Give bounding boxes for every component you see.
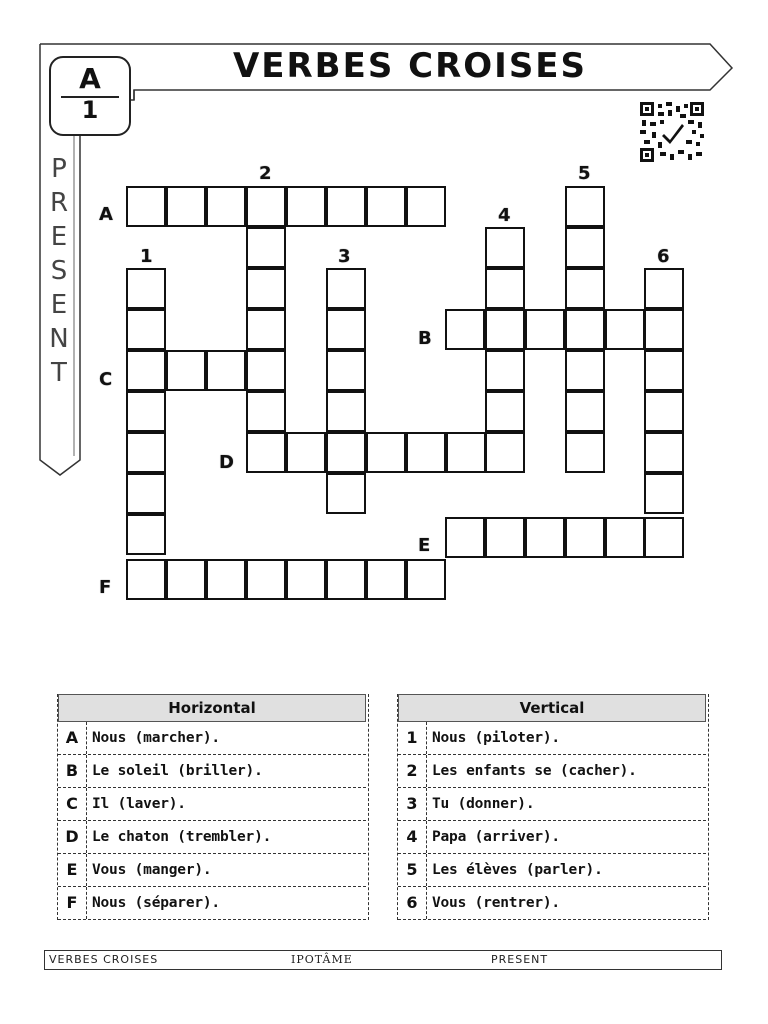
clue-id: E [58, 854, 87, 886]
clue-text: Le chaton (trembler). [92, 829, 272, 845]
grid-cell[interactable] [644, 432, 684, 473]
grid-cell[interactable] [565, 432, 605, 473]
clue-id: 2 [398, 755, 427, 787]
grid-cell[interactable] [126, 432, 166, 473]
clue-id: 1 [398, 722, 427, 754]
grid-cell[interactable] [206, 559, 246, 600]
badge-number: 1 [81, 96, 99, 124]
clue-row [58, 887, 366, 920]
clues-heading: Vertical [398, 694, 706, 722]
grid-cell[interactable] [485, 268, 525, 309]
grid-cell[interactable] [206, 186, 246, 227]
clue-text: Nous (séparer). [92, 895, 220, 911]
grid-cell[interactable] [326, 186, 366, 227]
footer-right: PRESENT [491, 953, 549, 966]
grid-cell[interactable] [565, 227, 605, 268]
grid-cell[interactable] [366, 559, 406, 600]
horizontal-clues [57, 694, 369, 920]
grid-cell[interactable] [485, 432, 525, 473]
grid-cell[interactable] [246, 559, 286, 600]
grid-cell[interactable] [445, 309, 485, 350]
grid-cell[interactable] [644, 309, 684, 350]
clue-row [58, 755, 366, 788]
grid-cell[interactable] [485, 517, 525, 558]
clue-row [398, 755, 706, 788]
side-letter: P [51, 154, 67, 184]
clue-id: 6 [398, 887, 427, 919]
grid-cell[interactable] [366, 186, 406, 227]
clue-text: Vous (manger). [92, 862, 212, 878]
grid-cell[interactable] [565, 391, 605, 432]
clue-row [398, 854, 706, 887]
clue-id: 4 [398, 821, 427, 853]
grid-number-label: 1 [140, 246, 153, 267]
clue-id: A [58, 722, 87, 754]
grid-cell[interactable] [565, 309, 605, 350]
grid-cell[interactable] [525, 517, 565, 558]
grid-cell[interactable] [644, 473, 684, 514]
clue-row [398, 887, 706, 920]
side-letter: R [49, 188, 69, 218]
clue-row [58, 722, 366, 755]
clue-text: Nous (marcher). [92, 730, 220, 746]
grid-cell[interactable] [406, 186, 446, 227]
side-letter: N [49, 324, 69, 354]
grid-cell[interactable] [166, 350, 206, 391]
grid-number-label: 2 [259, 163, 272, 184]
level-badge [49, 56, 131, 136]
grid-cell[interactable] [246, 227, 286, 268]
grid-number-label: 3 [338, 246, 351, 267]
grid-cell[interactable] [326, 309, 366, 350]
grid-cell[interactable] [445, 517, 485, 558]
grid-cell[interactable] [366, 432, 406, 473]
grid-cell[interactable] [485, 227, 525, 268]
clue-row [398, 821, 706, 854]
grid-cell[interactable] [406, 559, 446, 600]
grid-cell[interactable] [126, 473, 166, 514]
grid-number-label: 5 [578, 163, 591, 184]
grid-letter-label: B [418, 328, 432, 349]
grid-cell[interactable] [605, 517, 645, 558]
clue-id: B [58, 755, 87, 787]
clue-text: Le soleil (briller). [92, 763, 263, 779]
grid-cell[interactable] [565, 517, 605, 558]
clue-row [398, 788, 706, 821]
grid-cell[interactable] [326, 268, 366, 309]
grid-cell[interactable] [246, 432, 286, 473]
clue-row [398, 722, 706, 755]
clue-text: Nous (piloter). [432, 730, 560, 746]
grid-cell[interactable] [485, 391, 525, 432]
badge-letter: A [79, 62, 101, 95]
footer-center: IPOTÂME [291, 953, 353, 966]
grid-cell[interactable] [406, 432, 446, 473]
grid-cell[interactable] [605, 309, 645, 350]
grid-cell[interactable] [126, 350, 166, 391]
side-letter: E [50, 290, 68, 320]
grid-cell[interactable] [565, 350, 605, 391]
grid-cell[interactable] [126, 268, 166, 309]
side-letter: E [50, 222, 68, 252]
grid-letter-label: D [219, 452, 234, 473]
clues-heading: Horizontal [58, 694, 366, 722]
grid-cell[interactable] [286, 559, 326, 600]
grid-letter-label: F [99, 577, 112, 598]
page-footer [44, 950, 722, 970]
grid-cell[interactable] [326, 432, 366, 473]
footer-left: VERBES CROISES [49, 953, 159, 966]
grid-cell[interactable] [644, 268, 684, 309]
grid-cell[interactable] [565, 186, 605, 227]
grid-cell[interactable] [166, 559, 206, 600]
clue-text: Les élèves (parler). [432, 862, 603, 878]
clue-text: Les enfants se (cacher). [432, 763, 637, 779]
clue-id: C [58, 788, 87, 820]
grid-cell[interactable] [326, 350, 366, 391]
grid-cell[interactable] [286, 432, 326, 473]
grid-cell[interactable] [246, 309, 286, 350]
grid-cell[interactable] [644, 517, 684, 558]
clue-text: Il (laver). [92, 796, 186, 812]
clue-row [58, 788, 366, 821]
vertical-clues [397, 694, 709, 920]
grid-cell[interactable] [326, 473, 366, 514]
clue-id: D [58, 821, 87, 853]
grid-cell[interactable] [206, 350, 246, 391]
grid-cell[interactable] [326, 391, 366, 432]
grid-cell[interactable] [126, 514, 166, 555]
grid-cell[interactable] [246, 391, 286, 432]
grid-cell[interactable] [246, 268, 286, 309]
grid-cell[interactable] [246, 350, 286, 391]
grid-letter-label: E [418, 535, 431, 556]
grid-cell[interactable] [485, 309, 525, 350]
clue-row [58, 854, 366, 887]
grid-cell[interactable] [485, 350, 525, 391]
grid-letter-label: A [99, 204, 113, 225]
clue-id: F [58, 887, 87, 919]
grid-cell[interactable] [286, 186, 326, 227]
clue-text: Papa (arriver). [432, 829, 560, 845]
clue-row [58, 821, 366, 854]
grid-cell[interactable] [126, 309, 166, 350]
grid-number-label: 6 [657, 246, 670, 267]
grid-letter-label: C [99, 369, 113, 390]
qr-code-icon [640, 102, 704, 162]
grid-number-label: 4 [498, 205, 511, 226]
grid-cell[interactable] [326, 559, 366, 600]
grid-cell[interactable] [126, 391, 166, 432]
grid-cell[interactable] [644, 391, 684, 432]
grid-cell[interactable] [644, 350, 684, 391]
grid-cell[interactable] [246, 186, 286, 227]
grid-cell[interactable] [565, 268, 605, 309]
clue-text: Tu (donner). [432, 796, 535, 812]
clue-text: Vous (rentrer). [432, 895, 560, 911]
side-letter: T [51, 358, 67, 388]
grid-cell[interactable] [525, 309, 565, 350]
grid-cell[interactable] [126, 559, 166, 600]
grid-cell[interactable] [446, 432, 486, 473]
clue-id: 3 [398, 788, 427, 820]
clue-id: 5 [398, 854, 427, 886]
grid-cell[interactable] [166, 186, 206, 227]
side-letter: S [50, 256, 68, 286]
page-title: VERBES CROISES [232, 46, 588, 86]
grid-cell[interactable] [126, 186, 166, 227]
